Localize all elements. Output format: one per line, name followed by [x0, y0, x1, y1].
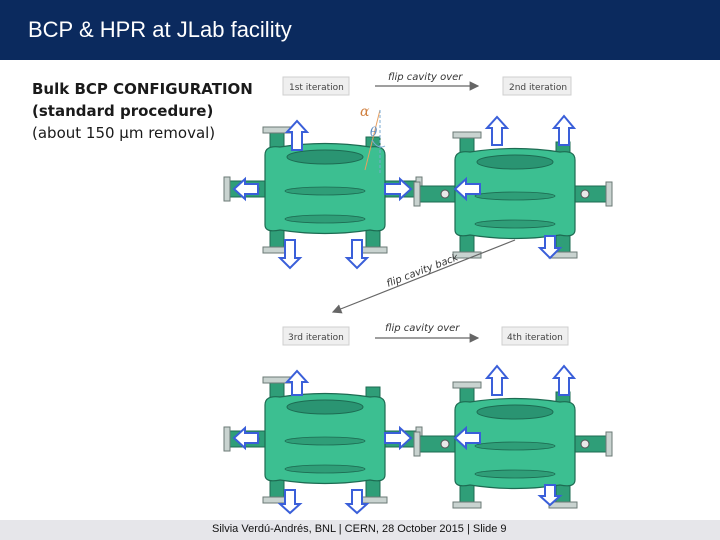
footer-bar [0, 520, 720, 540]
flip-over-label-top: flip cavity over [388, 72, 463, 83]
svg-text:2nd iteration: 2nd iteration [509, 83, 568, 93]
theta-symbol: θ [370, 125, 378, 139]
svg-text:4th iteration: 4th iteration [507, 333, 563, 343]
iteration-label-4 [502, 327, 568, 345]
cavity-iteration-2 [414, 132, 612, 258]
slide-title: BCP & HPR at JLab facility [28, 17, 292, 42]
config-heading: Bulk BCP CONFIGURATION [32, 80, 253, 98]
iteration-label-1 [283, 77, 349, 95]
removal-amount: (about 150 μm removal) [32, 124, 216, 142]
cavity-iteration-4 [414, 382, 612, 508]
iteration-label-2 [503, 77, 571, 95]
procedure-label: (standard procedure) [32, 102, 214, 120]
alpha-symbol: α [360, 104, 370, 120]
svg-text:1st iteration: 1st iteration [289, 83, 344, 93]
svg-text:3rd iteration: 3rd iteration [288, 333, 344, 343]
footer-text: Silvia Verdú-Andrés, BNL | CERN, 28 October 2015 | Slide 9 [212, 523, 507, 535]
iteration-label-3 [283, 327, 349, 345]
flip-back-label: flip cavity back [385, 252, 460, 290]
flip-over-label-bottom: flip cavity over [385, 323, 460, 334]
flip-over-arrow-top [375, 72, 478, 86]
flip-over-arrow-bottom [375, 323, 478, 338]
